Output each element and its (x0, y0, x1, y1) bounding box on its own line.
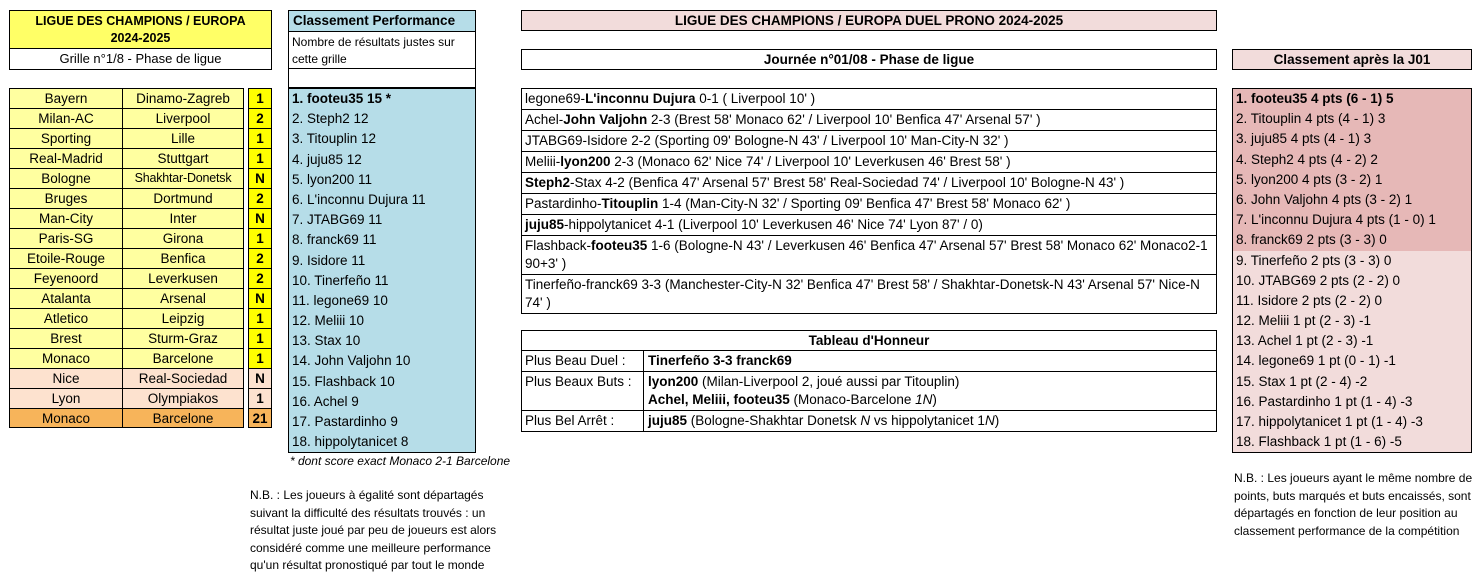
classement-row: 16. Pastardinho 1 pt (1 - 4) -3 (1233, 392, 1471, 412)
grid-subtitle: Grille n°1/8 - Phase de ligue (9, 49, 272, 70)
duel-winner: L'inconnu Dujura (585, 91, 696, 106)
duel-text: legone69- (525, 91, 586, 106)
performance-row: 9. Isidore 11 (292, 252, 366, 268)
honneur-arret-detail: vs hippolytanicet 1 (870, 413, 985, 428)
home-team: Brest (9, 328, 123, 348)
performance-row: 17. Pastardinho 9 (292, 414, 398, 429)
performance-row: 5. lyon200 11 (292, 171, 373, 187)
classement-row: 12. Meliii 1 pt (2 - 3) -1 (1233, 311, 1471, 331)
performance-row: 8. franck69 11 (292, 232, 377, 248)
classement-row: 2. Titouplin 4 pts (4 - 1) 3 (1233, 109, 1471, 129)
home-team: Bayern (9, 88, 123, 108)
away-team: Leverkusen (123, 268, 244, 288)
grid-table (9, 88, 272, 428)
match-result: 2 (248, 108, 272, 128)
grid-row (9, 408, 272, 428)
away-team: Arsenal (123, 288, 244, 308)
duel-list (521, 88, 1217, 314)
honneur-value (644, 411, 1216, 431)
performance-row: 2. Steph2 12 (292, 111, 369, 127)
performance-row: 3. Titouplin 12 (292, 131, 377, 147)
classement-row: 6. John Valjohn 4 pts (3 - 2) 1 (1233, 190, 1471, 210)
classement-row: 14. legone69 1 pt (0 - 1) -1 (1233, 351, 1471, 371)
grid-row (9, 228, 272, 248)
home-team: Paris-SG (9, 228, 123, 248)
performance-row: 11. legone69 10 (292, 292, 388, 308)
grid-row (9, 88, 272, 108)
away-team: Inter (123, 208, 244, 228)
honneur-buts-detail: (Milan-Liverpool 2, joué aussi par Titouplin) (698, 374, 960, 389)
honneur-arret-result: N (860, 413, 871, 428)
classement-row: 13. Achel 1 pt (2 - 3) -1 (1233, 331, 1471, 351)
performance-row: 18. hippolytanicet 8 (292, 434, 409, 450)
duel-row (521, 110, 1217, 131)
match-result: 2 (248, 268, 272, 288)
duel-row (521, 152, 1217, 173)
duel-row (521, 194, 1217, 215)
classement-row: 4. Steph2 4 pts (4 - 2) 2 (1233, 150, 1471, 170)
grid-row (9, 368, 272, 388)
home-team: Nice (9, 368, 123, 388)
match-result: N (248, 208, 272, 228)
away-team: Stuttgart (123, 148, 244, 168)
performance-list (288, 88, 476, 453)
honneur-row-duel (521, 351, 1217, 372)
home-team: Lyon (9, 388, 123, 408)
grid-title-line2: 2024-2025 (110, 31, 171, 45)
honneur-row-arret (521, 411, 1217, 432)
honneur-arret-detail: (Bologne-Shakhtar Donetsk (687, 413, 861, 428)
classement-row: 9. Tinerfeño 2 pts (3 - 3) 0 (1233, 251, 1471, 271)
classement-row: 18. Flashback 1 pt (1 - 6) -5 (1233, 432, 1471, 452)
match-result: 21 (248, 408, 272, 428)
grid-row (9, 128, 272, 148)
duel-text: JTABG69-Isidore 2-2 (Sporting 09' Bologne-N 43' / Liverpool 10' Man-City-N 32' ) (525, 133, 1009, 148)
grid-row (9, 148, 272, 168)
performance-row: 16. Achel 9 (292, 393, 359, 409)
honneur-arret-end: ) (994, 413, 1000, 428)
grid-row (9, 328, 272, 348)
duel-title: LIGUE DES CHAMPIONS / EUROPA DUEL PRONO 2024-2025 (521, 10, 1217, 31)
home-team: Monaco (9, 408, 123, 428)
performance-row: 4. juju85 12 (292, 151, 362, 167)
performance-note: * dont score exact Monaco 2-1 Barcelone (289, 454, 511, 468)
duel-winner: juju85 (525, 217, 565, 232)
performance-title: Classement Performance (288, 10, 476, 32)
performance-row: 15. Flashback 10 (292, 373, 395, 389)
away-team: Liverpool (123, 108, 244, 128)
duel-text: Meliii- (525, 154, 561, 169)
grid-row (9, 208, 272, 228)
performance-row: 12. Meliii 10 (292, 313, 365, 329)
home-team: Atalanta (9, 288, 123, 308)
duel-text: 1-6 (Bologne-N 43' / Leverkusen 46' Benfica 47' Arsenal 57' Brest 58' Monaco 62' Monaco2-1 90+3' ) (525, 238, 1208, 271)
nb-left-note: N.B. : Les joueurs à égalité sont départagés suivant la difficulté des résultats trouvés : un résultat juste joué par peu de joueurs est alors considéré comme une meilleure performance qu'un résultat pronostiqué par tout le monde (250, 488, 497, 572)
honneur-label: Plus Beaux Buts : (522, 372, 644, 410)
away-team: Sturm-Graz (123, 328, 244, 348)
match-result: N (248, 288, 272, 308)
match-result: N (248, 368, 272, 388)
honneur-buts-line2 (648, 391, 1213, 409)
away-team: Barcelone (123, 348, 244, 368)
classement-row: 15. Stax 1 pt (2 - 4) -2 (1233, 372, 1471, 392)
duel-winner: John Valjohn (563, 112, 648, 127)
duel-winner: Steph2 (525, 175, 571, 190)
classement-row: 3. juju85 4 pts (4 - 1) 3 (1233, 129, 1471, 149)
away-team: Benfica (123, 248, 244, 268)
home-team: Etoile-Rouge (9, 248, 123, 268)
grid-row (9, 348, 272, 368)
match-result: 1 (248, 388, 272, 408)
match-result: 1 (248, 128, 272, 148)
match-result: 1 (248, 348, 272, 368)
classement-row: 1. footeu35 4 pts (6 - 1) 5 (1233, 89, 1471, 109)
performance-row: 6. L'inconnu Dujura 11 (292, 191, 426, 207)
duel-row (521, 215, 1217, 236)
home-team: Real-Madrid (9, 148, 123, 168)
classement-row: 7. L'inconnu Dujura 4 pts (1 - 0) 1 (1233, 210, 1471, 230)
duel-row (521, 173, 1217, 194)
honneur-label: Plus Bel Arrêt : (522, 411, 644, 431)
home-team: Sporting (9, 128, 123, 148)
away-team: Girona (123, 228, 244, 248)
grid-row (9, 388, 272, 408)
journee-title: Journée n°01/08 - Phase de ligue (521, 49, 1217, 70)
honneur-duel-value: Tinerfeño 3-3 franck69 (648, 353, 792, 368)
duel-text: Pastardinho- (525, 196, 602, 211)
duel-winner: lyon200 (560, 154, 611, 169)
duel-winner: Titouplin (601, 196, 659, 211)
home-team: Bologne (9, 168, 123, 188)
match-result: 2 (248, 248, 272, 268)
performance-description: Nombre de résultats justes sur cette grille (288, 32, 476, 69)
classement-row: 11. Isidore 2 pts (2 - 2) 0 (1233, 291, 1471, 311)
match-result: 1 (248, 328, 272, 348)
grid-row (9, 168, 272, 188)
grid-title (9, 10, 272, 49)
grid-row (9, 268, 272, 288)
honneur-buts-players: lyon200 (648, 374, 699, 389)
home-team: Atletico (9, 308, 123, 328)
performance-row: 14. John Valjohn 10 (292, 353, 411, 369)
classement-row: 5. lyon200 4 pts (3 - 2) 1 (1233, 170, 1471, 190)
duel-text: Achel- (525, 112, 564, 127)
classement-row: 10. JTABG69 2 pts (2 - 2) 0 (1233, 271, 1471, 291)
honneur-title: Tableau d'Honneur (521, 330, 1217, 351)
honneur-arret-result: N (984, 413, 995, 428)
away-team: Leipzig (123, 308, 244, 328)
away-team: Olympiakos (123, 388, 244, 408)
away-team: Lille (123, 128, 244, 148)
honneur-buts-players: Achel, Meliii, footeu35 (648, 392, 790, 407)
performance-row: 7. JTABG69 11 (292, 212, 383, 228)
performance-row: 1. footeu35 15 * (292, 91, 392, 106)
honneur-buts-line1 (648, 373, 1213, 391)
match-result: 1 (248, 308, 272, 328)
classement-title: Classement après la J01 (1232, 49, 1472, 70)
grid-row (9, 248, 272, 268)
duel-text: 2-3 (Brest 58' Monaco 62' / Liverpool 10' Benfica 47' Arsenal 57' ) (647, 112, 1041, 127)
home-team: Monaco (9, 348, 123, 368)
duel-text: Tinerfeño-franck69 3-3 (Manchester-City-N 32' Benfica 47' Brest 58' / Shakhtar-Donetsk-N 43' Arsenal 57' Nice-N 74' ) (525, 277, 1200, 310)
home-team: Bruges (9, 188, 123, 208)
honneur-value (644, 372, 1216, 410)
duel-text: 0-1 ( Liverpool 10' ) (695, 91, 816, 106)
duel-text: -hippolytanicet 4-1 (Liverpool 10' Leverkusen 46' Nice 74' Lyon 87' / 0) (564, 217, 983, 232)
duel-row (521, 88, 1217, 110)
away-team: Barcelone (123, 408, 244, 428)
honneur-value (644, 351, 1216, 371)
honneur-buts-detail: (Monaco-Barcelone (789, 392, 916, 407)
grid-row (9, 288, 272, 308)
honneur-arret-player: juju85 (648, 413, 688, 428)
grid-title-line1: LIGUE DES CHAMPIONS / EUROPA (35, 14, 246, 28)
performance-row: 13. Stax 10 (292, 333, 361, 349)
performance-row: 10. Tinerfeño 11 (292, 272, 389, 288)
match-result: N (248, 168, 272, 188)
home-team: Feyenoord (9, 268, 123, 288)
honneur-label: Plus Beau Duel : (522, 351, 644, 371)
away-team: Shakhtar-Donetsk (123, 168, 244, 188)
match-result: 1 (248, 228, 272, 248)
duel-row (521, 275, 1217, 314)
match-result: 2 (248, 188, 272, 208)
grid-row (9, 108, 272, 128)
duel-row (521, 131, 1217, 152)
honneur-buts-result: 1N (915, 392, 933, 407)
away-team: Real-Sociedad (123, 368, 244, 388)
honneur-table (521, 351, 1217, 432)
classement-row: 8. franck69 2 pts (3 - 3) 0 (1233, 230, 1471, 250)
honneur-row-buts (521, 372, 1217, 411)
away-team: Dortmund (123, 188, 244, 208)
grid-row (9, 308, 272, 328)
duel-text: Flashback- (525, 238, 592, 253)
honneur-buts-end: ) (932, 392, 937, 407)
match-result: 1 (248, 88, 272, 108)
duel-text: 1-4 (Man-City-N 32' / Sporting 09' Benfica 47' Brest 58' Monaco 62' ) (658, 196, 1071, 211)
duel-row (521, 236, 1217, 275)
grid-row (9, 188, 272, 208)
home-team: Man-City (9, 208, 123, 228)
duel-text: 2-3 (Monaco 62' Nice 74' / Liverpool 10' Leverkusen 46' Brest 58' ) (610, 154, 1011, 169)
performance-blank-cell (288, 69, 476, 88)
home-team: Milan-AC (9, 108, 123, 128)
match-result: 1 (248, 148, 272, 168)
duel-winner: footeu35 (591, 238, 648, 253)
away-team: Dinamo-Zagreb (123, 88, 244, 108)
nb-right-note: N.B. : Les joueurs ayant le même nombre de points, buts marqués et buts encaissés, sont départagés en fonction de leur position au classement performance de la compétition (1234, 471, 1473, 538)
classement-list (1232, 88, 1472, 453)
duel-text: -Stax 4-2 (Benfica 47' Arsenal 57' Brest 58' Real-Sociedad 74' / Liverpool 10' Bologne-N 43' ) (570, 175, 1125, 190)
classement-row: 17. hippolytanicet 1 pt (1 - 4) -3 (1233, 412, 1471, 432)
